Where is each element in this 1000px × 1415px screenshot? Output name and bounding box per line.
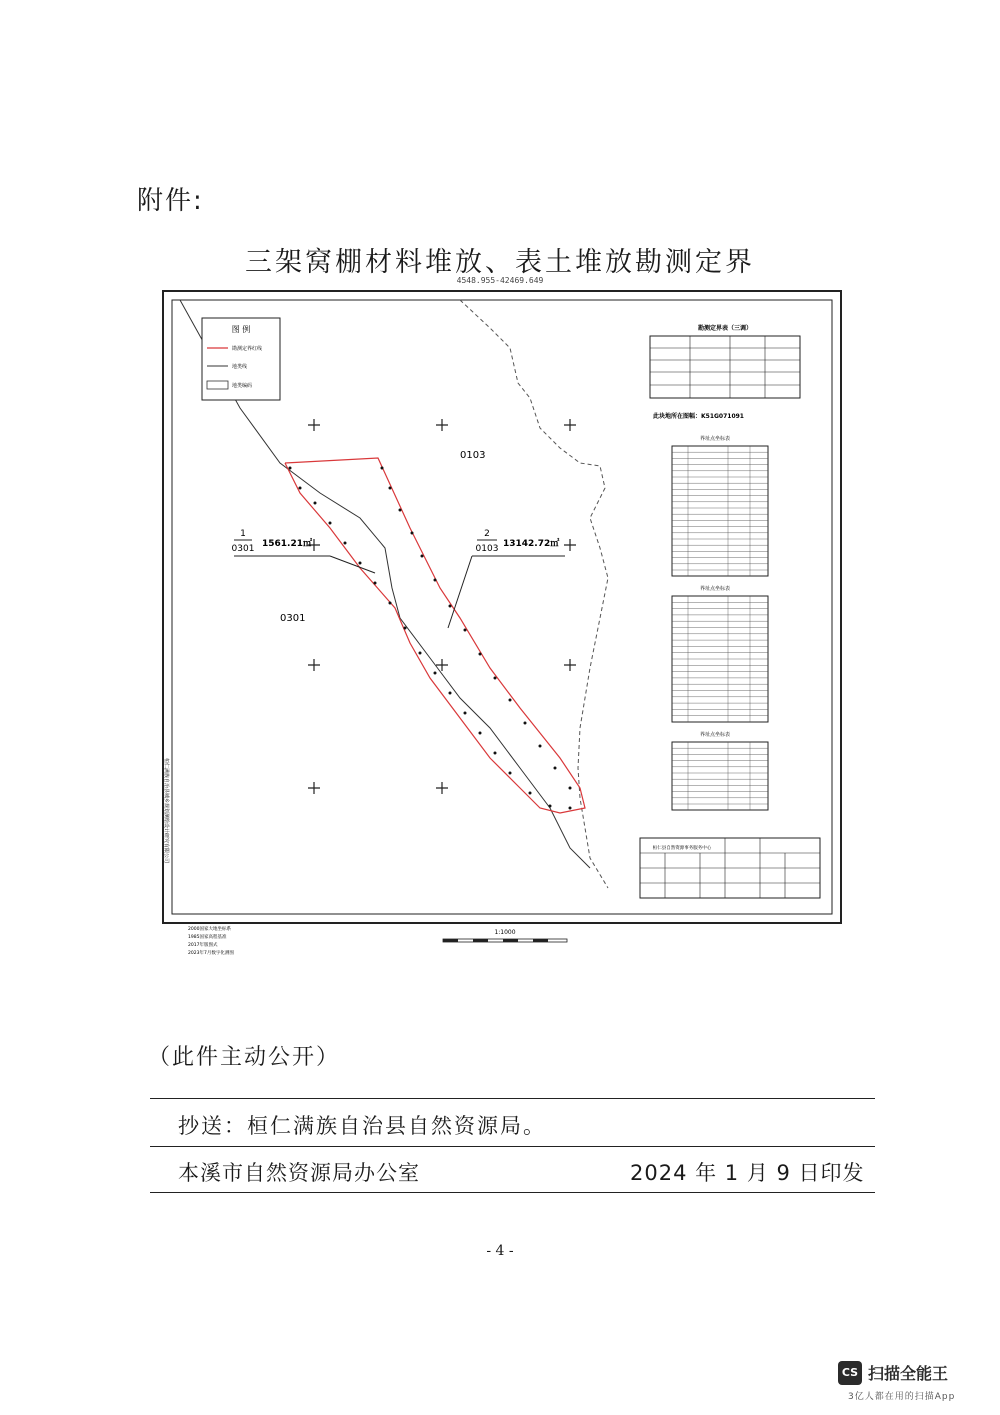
page-number: - 4 - xyxy=(486,1243,514,1259)
land-code-0103: 0103 xyxy=(460,450,486,461)
stats-table-title: 勘测定界表（三调） xyxy=(697,325,753,332)
parcel-1-code: 0301 xyxy=(231,544,255,554)
svg-text:2000国家大地坐标系: 2000国家大地坐标系 xyxy=(188,927,231,932)
land-code-0301: 0301 xyxy=(280,613,306,624)
parcel-2-code: 0103 xyxy=(475,544,499,554)
scanner-watermark xyxy=(838,1357,988,1407)
title-block-org: 桓仁县自然资源事务服务中心 xyxy=(652,846,712,851)
coord-table-title-2: 界址点坐标表 xyxy=(699,586,731,592)
divider-bottom xyxy=(150,1192,875,1193)
cc-line: 抄送：桓仁满族自治县自然资源局。 xyxy=(178,1114,546,1138)
divider-top xyxy=(150,1098,875,1099)
attachment-label: 附件: xyxy=(137,186,204,216)
parcel-2-area: 13142.72㎡ xyxy=(503,539,560,549)
map-scale-text: 1:1000 xyxy=(494,929,516,936)
stats-map-sheet: 此块地所在图幅：K51G071091 xyxy=(653,413,744,420)
map-notes xyxy=(188,925,234,956)
coord-table-title-1: 界址点坐标表 xyxy=(699,436,731,442)
boundary-points xyxy=(289,467,572,810)
parcel-1-number: 1 xyxy=(240,529,246,539)
scanner-tagline: 3亿人都在用的扫描App xyxy=(848,1392,956,1402)
divider-middle xyxy=(150,1146,875,1147)
legend-title: 图 例 xyxy=(231,325,251,334)
coord-table-1 xyxy=(672,446,768,576)
survey-red-line xyxy=(285,458,585,813)
public-disclosure-note: （此件主动公开） xyxy=(148,1045,341,1070)
parcel-2-number: 2 xyxy=(484,529,490,539)
scale-bar xyxy=(443,939,567,942)
legend-item: 地类编码 xyxy=(232,383,253,389)
parcel-1-area: 1561.21㎡ xyxy=(262,539,312,549)
coord-table-3 xyxy=(672,742,768,810)
legend-item: 地类线 xyxy=(232,364,248,370)
legend-item: 勘测定界红线 xyxy=(232,346,263,352)
map-subtitle: 4548.955-42469.649 xyxy=(456,276,544,285)
svg-text:2023年7月数字化测图: 2023年7月数字化测图 xyxy=(188,951,234,956)
svg-text:1985国家高程基准: 1985国家高程基准 xyxy=(188,935,227,940)
grid-crosses xyxy=(308,419,576,794)
cs-logo-icon: CS xyxy=(838,1361,862,1385)
map-title: 三架窝棚材料堆放、表土堆放勘测定界 xyxy=(245,247,755,278)
map-side-text: 桓仁满族自治县城乡规划测绘设计研究有限公司 xyxy=(163,758,169,864)
title-block xyxy=(640,838,820,898)
scanner-app-name: 扫描全能王 xyxy=(868,1364,949,1383)
boundary-dashed-line xyxy=(460,300,608,888)
stats-table xyxy=(650,336,800,398)
issuer-office: 本溪市自然资源局办公室 xyxy=(178,1161,420,1185)
survey-map xyxy=(160,288,845,978)
issue-date: 2024 年 1 月 9 日印发 xyxy=(630,1161,865,1185)
svg-text:2017年版图式: 2017年版图式 xyxy=(188,943,218,948)
coord-table-title-3: 界址点坐标表 xyxy=(699,732,731,738)
survey-map-svg xyxy=(160,288,845,978)
coord-table-2 xyxy=(672,596,768,722)
